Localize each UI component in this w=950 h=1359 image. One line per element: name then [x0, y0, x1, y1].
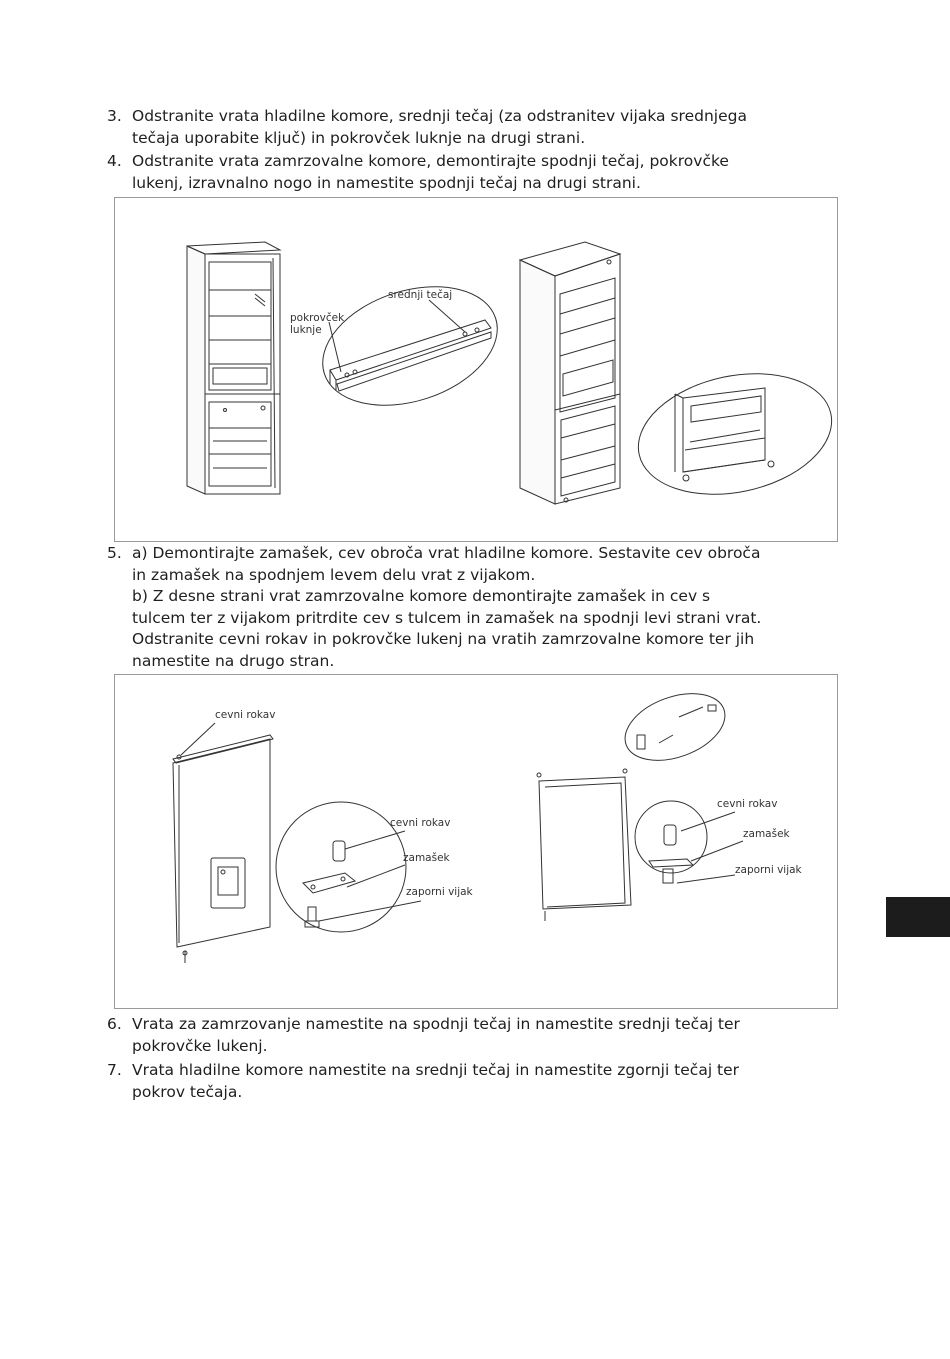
label-right-screw: zaporni vijak	[735, 864, 802, 876]
step-text-line: in zamašek na spodnjem levem delu vrat z vijakom.	[132, 565, 536, 584]
step-text-line: pokrov tečaja.	[132, 1082, 243, 1101]
step-text-line: pokrovčke lukenj.	[132, 1036, 268, 1055]
language-side-tab	[886, 897, 950, 937]
step-number: 7.	[107, 1061, 122, 1079]
step-text-line: tečaja uporabite ključ) in pokrovček luknje na drugi strani.	[132, 128, 586, 147]
fridge-side-illustration	[520, 242, 620, 504]
freezer-door-illustration	[537, 769, 631, 921]
step-text-line: a) Demontirajte zamašek, cev obroča vrat hladilne komore. Sestavite cev obroča	[132, 544, 761, 562]
label-right-sleeve: cevni rokav	[717, 798, 778, 810]
step-text-line: lukenj, izravnalno nogo in namestite spodnji tečaj na drugi strani.	[132, 173, 641, 192]
step-number: 6.	[107, 1015, 122, 1033]
step-text-line: Odstranite vrata hladilne komore, srednji tečaj (za odstranitev vijaka srednjega	[132, 107, 747, 125]
left-hinge-parts-detail	[276, 802, 406, 932]
step-text-line: b) Z desne strani vrat zamrzovalne komore demontirajte zamašek in cev s	[132, 587, 711, 605]
step-text-line: namestite na drugo stran.	[132, 651, 335, 670]
figure-fridge-hinges	[114, 197, 838, 542]
label-hole-cover-2: luknje	[290, 324, 322, 336]
label-middle-hinge: srednji tečaj	[388, 289, 453, 301]
label-left-plug: zamašek	[403, 852, 450, 864]
fridge-door-illustration	[173, 735, 273, 963]
label-sleeve-top: cevni rokav	[215, 709, 276, 721]
step-text-line: Odstranite vrata zamrzovalne komore, demontirajte spodnji tečaj, pokrovčke	[132, 152, 729, 170]
step-number: 4.	[107, 152, 122, 170]
label-left-sleeve: cevni rokav	[390, 817, 451, 829]
figure-door-sleeves	[114, 674, 838, 1009]
fridge-open-illustration	[187, 242, 280, 494]
bottom-hinge-detail	[627, 357, 837, 511]
step-text-line: Vrata za zamrzovanje namestite na spodnji tečaj in namestite srednji tečaj ter	[132, 1015, 740, 1033]
label-left-screw: zaporni vijak	[406, 886, 473, 898]
step-number: 3.	[107, 107, 122, 125]
step-number: 5.	[107, 544, 122, 562]
step-text-line: Vrata hladilne komore namestite na srednji tečaj in namestite zgornji tečaj ter	[132, 1061, 740, 1079]
label-right-plug: zamašek	[743, 828, 790, 840]
step-text-line: tulcem ter z vijakom pritrdite cev s tulcem in zamašek na spodnji levi strani vrat.	[132, 608, 762, 627]
step-text-line: Odstranite cevni rokav in pokrovčke lukenj na vratih zamrzovalne komore ter jih	[132, 630, 755, 648]
right-hinge-parts-detail	[635, 801, 707, 883]
label-hole-cover-1: pokrovček	[290, 312, 345, 324]
freezer-parts-oval	[616, 681, 734, 773]
